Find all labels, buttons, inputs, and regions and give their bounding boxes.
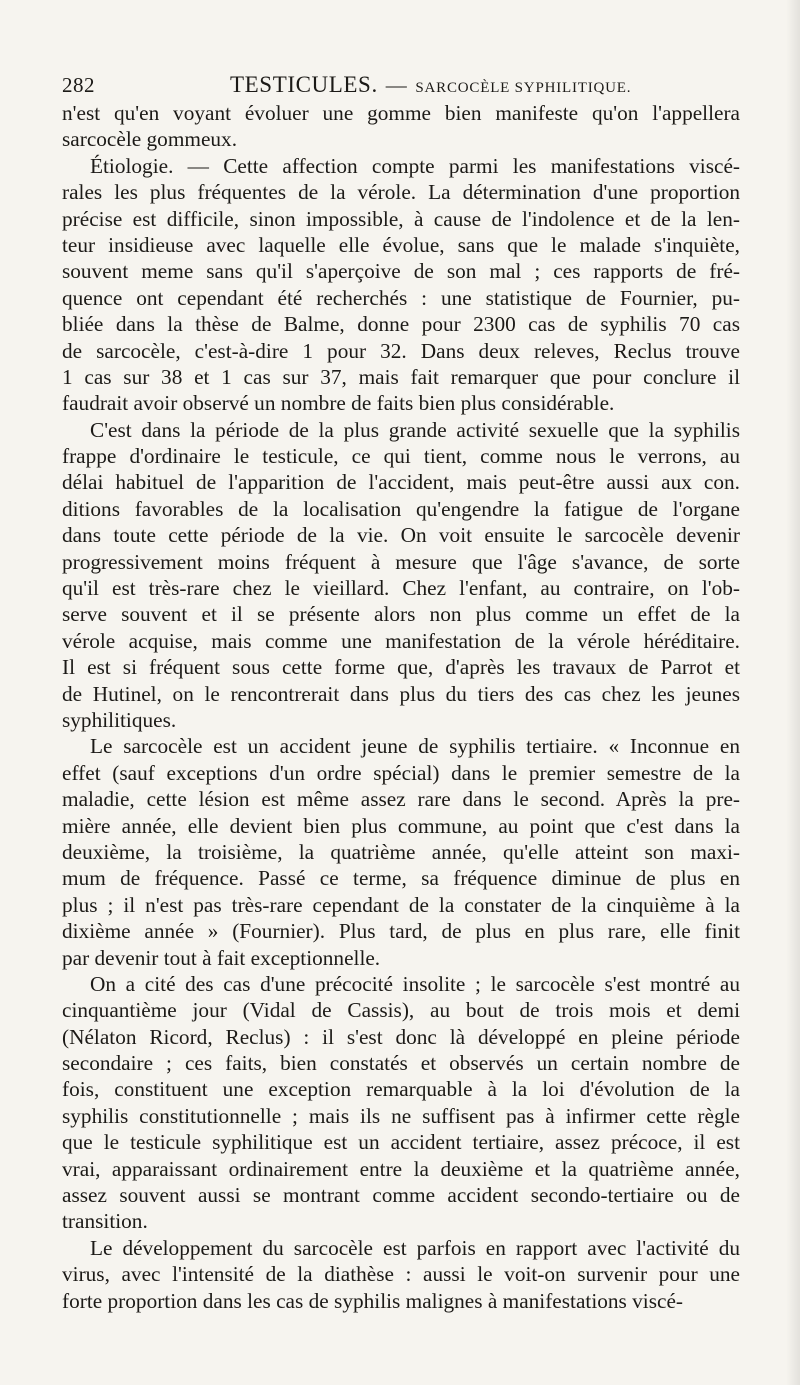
- text-line: cinquantième jour (Vidal de Cassis), au bout de trois mois et demi: [62, 998, 740, 1023]
- section-title: SARCOCÈLE SYPHILITIQUE.: [415, 80, 632, 96]
- title-dash: —: [385, 73, 408, 97]
- text-line: délai habituel de l'apparition de l'accident, mais peut-être aussi aux con.: [62, 470, 740, 495]
- text-line: syphilitiques.: [62, 707, 177, 732]
- paragraph: [62, 417, 740, 734]
- text-line: deuxième, la troisième, la quatrième année, qu'elle atteint son maxi-: [62, 839, 740, 864]
- text-line: fois, constituent une exception remarquable à la loi d'évolution de la: [62, 1077, 740, 1102]
- chapter-title: TESTICULES.: [230, 72, 378, 97]
- text-line: Le sarcocèle est un accident jeune de syphilis tertiaire. « Inconnue en: [90, 734, 740, 759]
- paragraph: [62, 733, 740, 971]
- text-line: secondaire ; ces faits, bien constatés et observés un certain nombre de: [62, 1051, 740, 1076]
- body-text: [62, 100, 740, 1314]
- text-line: Étiologie. — Cette affection compte parmi les manifestations viscé-: [90, 153, 740, 178]
- text-line: virus, avec l'intensité de la diathèse : aussi le voit-on survenir pour une: [62, 1262, 740, 1287]
- text-line: rales les plus fréquentes de la vérole. La détermination d'une proportion: [62, 180, 740, 205]
- text-line: mum de fréquence. Passé ce terme, sa fréquence diminue de plus en: [62, 866, 740, 891]
- text-line: forte proportion dans les cas de syphilis malignes à manifestations viscé-: [62, 1288, 684, 1313]
- text-line: serve souvent et il se présente alors non plus comme un effet de la: [62, 602, 740, 627]
- running-header: [62, 68, 742, 102]
- text-line: effet (sauf exceptions d'un ordre spécial) dans le premier semestre de la: [62, 760, 740, 785]
- text-line: syphilis constitutionnelle ; mais ils ne suffisent pas à infirmer cette règle: [62, 1103, 740, 1128]
- text-line: qu'il est très-rare chez le vieillard. Chez l'enfant, au contraire, on l'ob-: [62, 576, 740, 601]
- text-line: maladie, cette lésion est même assez rare dans le second. Après la pre-: [62, 787, 740, 812]
- paragraph: [62, 100, 740, 153]
- paragraph: [62, 153, 740, 417]
- text-line: précise est difficile, sinon impossible, à cause de l'indolence et de la len-: [62, 206, 740, 231]
- text-line: C'est dans la période de la plus grande activité sexuelle que la syphilis: [90, 417, 740, 442]
- text-line: par devenir tout à fait exceptionnelle.: [62, 945, 381, 970]
- text-line: que le testicule syphilitique est un accident tertiaire, assez précoce, il est: [62, 1130, 740, 1155]
- text-line: assez souvent aussi se montrant comme accident secondo-tertiaire ou de: [62, 1183, 740, 1208]
- text-line: On a cité des cas d'une précocité insolite ; le sarcocèle s'est montré au: [90, 971, 740, 996]
- text-line: progressivement moins fréquent à mesure que l'âge s'avance, de sorte: [62, 549, 740, 574]
- paragraph: [62, 971, 740, 1235]
- text-line: sarcocèle gommeux.: [62, 127, 238, 152]
- page-number: 282: [62, 73, 95, 97]
- text-line: mière année, elle devient bien plus commune, au point que c'est dans la: [62, 813, 740, 838]
- text-line: teur insidieuse avec laquelle elle évolue, sans que le malade s'inquiète,: [62, 232, 740, 257]
- text-line: n'est qu'en voyant évoluer une gomme bien manifeste qu'on l'appellera: [62, 101, 740, 125]
- text-line: de sarcocèle, c'est-à-dire 1 pour 32. Dans deux releves, Reclus trouve: [62, 338, 740, 363]
- text-line: faudrait avoir observé un nombre de faits bien plus considérable.: [62, 391, 615, 416]
- text-line: Le développement du sarcocèle est parfois en rapport avec l'activité du: [90, 1235, 740, 1260]
- text-line: dixième année » (Fournier). Plus tard, de plus en plus rare, elle finit: [62, 919, 740, 944]
- text-line: souvent meme sans qu'il s'aperçoive de son mal ; ces rapports de fré-: [62, 259, 740, 284]
- text-line: de Hutinel, on le rencontrerait dans plus du tiers des cas chez les jeunes: [62, 681, 740, 706]
- text-line: 1 cas sur 38 et 1 cas sur 37, mais fait remarquer que pour conclure il: [62, 364, 740, 389]
- text-line: frappe d'ordinaire le testicule, ce qui tient, comme nous le verrons, au: [62, 444, 740, 469]
- text-line: vrai, apparaissant ordinairement entre la deuxième et la quatrième année,: [62, 1156, 740, 1181]
- text-line: plus ; il n'est pas très-rare cependant de la constater de la cinquième à la: [62, 892, 740, 917]
- page-edge-shadow: [786, 0, 800, 1385]
- paragraph: [62, 1235, 740, 1314]
- text-line: bliée dans la thèse de Balme, donne pour 2300 cas de syphilis 70 cas: [62, 312, 740, 337]
- text-line: (Nélaton Ricord, Reclus) : il s'est donc là développé en pleine période: [62, 1024, 740, 1049]
- text-line: quence ont cependant été recherchés : une statistique de Fournier, pu-: [62, 285, 740, 310]
- text-line: transition.: [62, 1209, 148, 1234]
- text-line: dans toute cette période de la vie. On voit ensuite le sarcocèle devenir: [62, 523, 740, 548]
- text-line: ditions favorables de la localisation qu'engendre la fatigue de l'organe: [62, 496, 740, 521]
- text-line: Il est si fréquent sous cette forme que, d'après les travaux de Parrot et: [62, 655, 740, 680]
- text-line: vérole acquise, mais comme une manifestation de la vérole héréditaire.: [62, 628, 740, 653]
